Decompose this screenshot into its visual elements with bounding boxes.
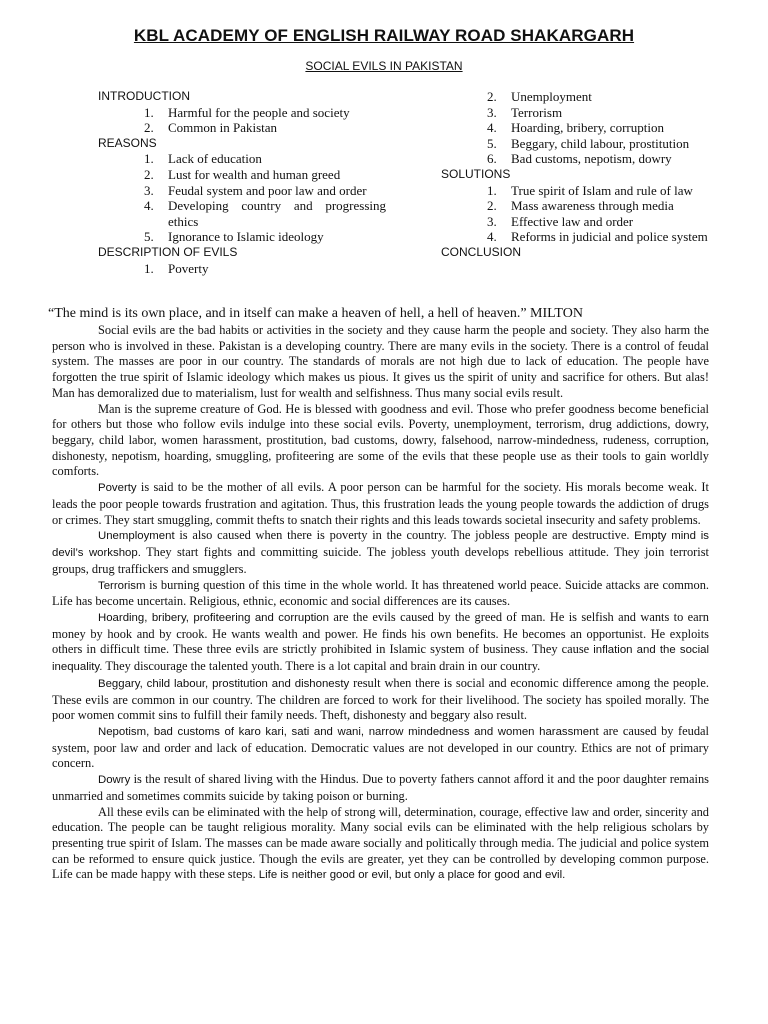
outline-left-column: [98, 89, 386, 276]
essay-body: [52, 323, 709, 884]
document-title: KBL ACADEMY OF ENGLISH RAILWAY ROAD SHAKARGARH: [133, 26, 635, 45]
list-item: 6. Bad customs, nepotism, dowry: [487, 151, 672, 167]
list-item: 4. Developing country and progressing ethics: [144, 198, 386, 229]
list-item: 3. Feudal system and poor law and order: [144, 182, 367, 198]
reasons-heading: REASONS: [98, 135, 157, 150]
paragraph-poverty: Poverty is said to be the mother of all evils. A poor person can be harmful for the society. His morals become weak. It leads the poor people towards frustration and agitation. Thus, this frustration leads the young people towards the addiction of drugs or crimes. They start smuggling, commit thefts to snatch their rights and this leads towards societal insecurity and safety problems.: [52, 480, 709, 527]
list-item: 4. Reforms in judicial and police system: [487, 229, 708, 245]
paragraph-unemployment: Unemployment is also caused when there is poverty in the country. The jobless people are destructive. Empty mind is devil’s workshop. They start fights and committing suicide. The jobless youth develops rebellious attitude. They join terrorist groups, drug traffickers and smugglers.: [52, 528, 709, 576]
description-list-left: [98, 261, 386, 277]
opening-quote: [48, 306, 738, 322]
document-subtitle: SOCIAL EVILS IN PAKISTAN: [305, 59, 463, 73]
quote-text: “The mind is its own place, and in itself can make a heaven of hell, a hell of heaven.”: [48, 306, 527, 321]
list-item: 1. Lack of education: [144, 151, 262, 167]
paragraph-dowry: Dowry is the result of shared living with the Hindus. Due to poverty fathers cannot afford it and the poor daughter remains unmarried and sometimes commits suicide by taking poison or burning.: [52, 772, 709, 803]
paragraph-nepotism: Nepotism, bad customs of karo kari, sati and wani, narrow mindedness and women harassment are caused by feudal system, poor law and order and lack of education. Democratic values are not developed in our country. Ethics are not of primary concern.: [52, 723, 709, 771]
list-item: 4. Hoarding, bribery, corruption: [487, 120, 664, 136]
list-item: 2. Mass awareness through media: [487, 198, 674, 214]
list-item: 3. Effective law and order: [487, 213, 634, 229]
list-item: 3. Terrorism: [487, 104, 563, 120]
introduction-heading: INTRODUCTION: [98, 89, 190, 103]
paragraph-man: Man is the supreme creature of God. He is blessed with goodness and evil. Those who prefer goodness become beneficial for others but those who follow evils indulge into these social evils. Poverty, unemployment, terrorism, drug addictions, dowry, beggary, child labor, women harassment, prostitution, bad customs, dowry, falsehood, narrow-mindedness, rudeness, corruption, dishonesty, nepotism, hoarding, smuggling, profiteering are some of the evils that these people use as their tools to gain worldly comforts.: [52, 401, 709, 479]
list-item: 2. Common in Pakistan: [144, 120, 278, 136]
paragraph-intro: Social evils are the bad habits or activities in the society and they cause harm the people and society. They also harm the person who is involved in these. Pakistan is a developing country. There are many evils in the society. There is a control of feudal system. The masses are poor in our country. The standards of morals are not high due to lack of education. The people have forgotten the true spirit of Islamic ideology which makes us pious. It gives us the spirit of unity and sacrifice for others. But alas! Man has demoralized due to materialism, lust for wealth and selfishness. Thus many social evils result.: [52, 323, 709, 400]
quote-author: MILTON: [530, 306, 583, 321]
list-item: 1. Poverty: [144, 260, 209, 276]
outline-right-column: [441, 89, 727, 261]
reasons-list: [98, 151, 386, 245]
list-item: 5. Ignorance to Islamic ideology: [144, 229, 324, 245]
list-item: 2. Unemployment: [487, 89, 592, 104]
description-list-right: [441, 89, 727, 167]
solutions-heading: SOLUTIONS: [441, 166, 511, 181]
paragraph-terrorism: Terrorism is burning question of this time in the whole world. It has threatened world peace. Suicide attacks are common. Life has become uncertain. Religious, ethnic, economic and social differences are its causes.: [52, 577, 709, 609]
paragraph-conclusion: All these evils can be eliminated with the help of strong will, determination, courage, effective law and order, sincerity and education. The people can be taught religious morality. Many social evils can be eliminated with the help religious scholars by presenting true spirit of Islam. The masses can be made aware socially and politically through media. The judicial and police system can be reformed to ensure quick justice. Though the evils are greater, yet they can be controlled by developing common purpose. Life can be made happy with these steps. Life is neither good or evil, but only a place for good and evil.: [52, 804, 709, 882]
list-item: 2. Lust for wealth and human greed: [144, 166, 341, 182]
list-item: 1. True spirit of Islam and rule of law: [487, 182, 693, 198]
paragraph-beggary: Beggary, child labour, prostitution and dishonesty result when there is social and economic difference among the people. These evils are common in our country. The children are forced to work for their livelihood. The society has spoiled morally. The poor women commit sins to fulfill their family needs. Theft, dishonesty and beggary also result.: [52, 675, 710, 723]
description-heading: DESCRIPTION OF EVILS: [98, 244, 238, 259]
introduction-list: [98, 105, 386, 136]
list-item: 5. Beggary, child labour, prostitution: [487, 135, 690, 151]
paragraph-hoarding: Hoarding, bribery, profiteering and corruption are the evils caused by the greed of man. He is selfish and wants to earn money by hook and by crook. He wants wealth and power. He finds his own benefits. He becomes an opportunist. He exploits others in difficult time. These three evils are strictly prohibited in Islamic system of business. They cause inflation and the social inequality. They discourage the talented youth. There is a lot capital and brain drain in our country.: [52, 609, 709, 674]
conclusion-heading: CONCLUSION: [441, 244, 522, 259]
list-item: 1. Harmful for the people and society: [144, 104, 350, 120]
solutions-list: [441, 183, 727, 245]
